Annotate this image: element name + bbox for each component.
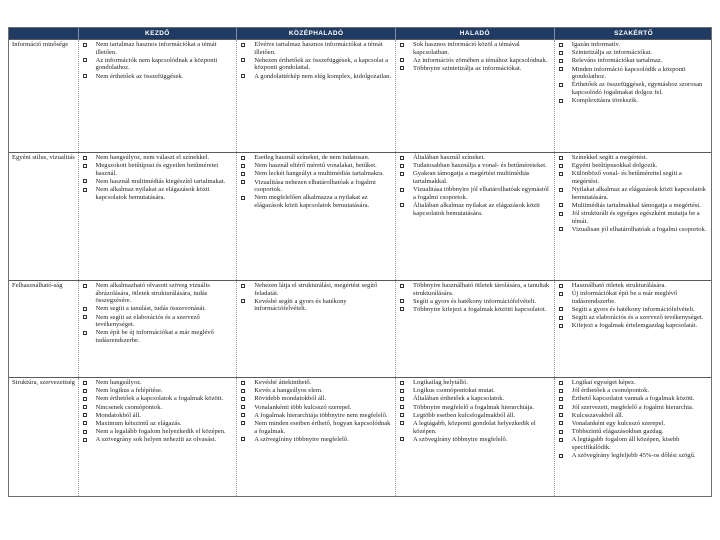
criterion-text: Többszintű elágazásokban gazdag.: [571, 428, 664, 436]
checkbox-bullet-icon: [400, 66, 404, 70]
criterion-text: Vizualitása többnyire jól elhatárolhatóak egymástól a fogalmi csoportok.: [413, 186, 549, 201]
criterion-item: [399, 436, 552, 444]
criterion-item: [240, 420, 393, 435]
criterion-item: [399, 379, 552, 387]
criterion-item: [558, 387, 711, 395]
criterion-label: Felhasználható-ság: [9, 281, 78, 378]
checkbox-bullet-icon: [241, 58, 245, 62]
criterion-text: Segíti a gyors és hatékony információfelvételt.: [571, 305, 695, 313]
header-corner: [9, 28, 78, 40]
checkbox-bullet-icon: [400, 156, 404, 160]
criterion-item: [399, 404, 552, 412]
criterion-cell-expert: [554, 153, 712, 281]
criterion-item: [82, 412, 235, 420]
criterion-item: [558, 436, 711, 451]
criterion-text: Az információs zömében a témához kapcsolódnak.: [413, 56, 548, 64]
criterion-text: Tudatosabban használja a vonal- és betűméreteket.: [413, 162, 547, 170]
criterion-cell-beginner: [78, 378, 237, 498]
rubric-table: [9, 28, 712, 497]
checkbox-bullet-icon: [241, 74, 245, 78]
checkbox-bullet-icon: [83, 43, 87, 47]
checkbox-bullet-icon: [400, 397, 404, 401]
criterion-text: Megszokott betűtípust és egyetlen betűméretet használ.: [95, 162, 219, 177]
criteria-list: [82, 379, 235, 444]
checkbox-bullet-icon: [241, 299, 245, 303]
criterion-item: [240, 379, 393, 387]
criterion-text: Logikailag helytálló.: [413, 379, 468, 386]
criterion-item: [558, 379, 711, 387]
checkbox-bullet-icon: [83, 156, 87, 160]
criterion-item: [240, 412, 393, 420]
checkbox-bullet-icon: [83, 381, 87, 385]
criterion-item: [558, 322, 711, 330]
checkbox-bullet-icon: [400, 389, 404, 393]
checkbox-bullet-icon: [559, 381, 563, 385]
criterion-item: [240, 194, 393, 209]
criterion-item: [82, 404, 235, 412]
criterion-text: Logikus csomópontokat mutat.: [413, 387, 495, 395]
criterion-text: Kevés a hangsúlyos elem.: [254, 387, 323, 395]
criterion-item: [558, 282, 711, 290]
criterion-item: [399, 202, 552, 217]
criterion-text: Színekkel segíti a megértést.: [571, 154, 648, 161]
criterion-text: A legtágabb fogalom áll középen, kisebb specifikálódik.: [571, 436, 680, 451]
checkbox-bullet-icon: [559, 67, 563, 71]
checkbox-bullet-icon: [559, 316, 563, 320]
checkbox-bullet-icon: [400, 172, 404, 176]
checkbox-bullet-icon: [241, 196, 245, 200]
checkbox-bullet-icon: [559, 227, 563, 231]
checkbox-bullet-icon: [559, 421, 563, 425]
checkbox-bullet-icon: [559, 51, 563, 55]
criterion-label: Információ minősége: [9, 40, 78, 153]
criterion-item: [240, 41, 393, 56]
criteria-list: [558, 379, 711, 460]
criterion-text: Nem a legalább fogalom helyezkedik el középen.: [95, 428, 226, 436]
criterion-label: Struktúra, szervezettség: [9, 378, 78, 498]
criterion-text: A szövegírány legfeljebb 45%-os dőlési szögű.: [571, 452, 696, 460]
criterion-item: [558, 154, 711, 162]
checkbox-bullet-icon: [83, 405, 87, 409]
criterion-text: Releváns információkat tartalmaz.: [571, 57, 663, 65]
criteria-list: [558, 154, 711, 234]
criterion-item: [240, 73, 393, 81]
checkbox-bullet-icon: [83, 284, 87, 288]
criterion-row: [9, 153, 712, 281]
checkbox-bullet-icon: [241, 421, 245, 425]
checkbox-bullet-icon: [559, 284, 563, 288]
criterion-text: Szintetizálja az információkat.: [571, 49, 653, 57]
criterion-text: Jól strukturált és egyéges egészként mutatja be a témát.: [571, 210, 700, 225]
checkbox-bullet-icon: [83, 389, 87, 393]
checkbox-bullet-icon: [400, 43, 404, 47]
criterion-item: [82, 305, 235, 313]
checkbox-bullet-icon: [241, 381, 245, 385]
criterion-item: [82, 436, 235, 444]
criterion-text: Nem logikus a felépítése.: [95, 387, 163, 395]
criterion-item: [240, 179, 393, 194]
criterion-item: [399, 420, 552, 435]
criterion-cell-expert: [554, 378, 712, 498]
checkbox-bullet-icon: [400, 307, 404, 311]
criterion-item: [558, 49, 711, 57]
criterion-text: Általában használ színeket.: [413, 154, 485, 161]
criterion-text: Vonalankénti több kulcsszó szerepel.: [254, 403, 352, 411]
criterion-item: [240, 154, 393, 162]
criterion-cell-advanced: [396, 281, 555, 378]
checkbox-bullet-icon: [83, 397, 87, 401]
criterion-text: Kulcsszavakból áll.: [571, 411, 624, 419]
checkbox-bullet-icon: [400, 405, 404, 409]
criterion-text: Legtöbb esetben kulcsfogalmakból áll.: [413, 411, 516, 419]
criteria-list: [399, 154, 552, 217]
criteria-list: [82, 154, 235, 201]
checkbox-bullet-icon: [559, 307, 563, 311]
checkbox-bullet-icon: [83, 74, 87, 78]
checkbox-bullet-icon: [559, 292, 563, 296]
checkbox-bullet-icon: [83, 421, 87, 425]
criterion-text: Rövidebb mondatokból áll.: [254, 395, 327, 403]
criterion-text: A legtágabb, központi gondolat helyezkedik el középen.: [413, 419, 536, 435]
criterion-item: [240, 282, 393, 297]
criterion-item: [558, 186, 711, 201]
criterion-item: [82, 154, 235, 162]
criterion-item: [558, 314, 711, 322]
criterion-text: Nem alkalmaz nyilakat az elágazások közti kapcsolatok bemutatására.: [95, 186, 210, 201]
criterion-text: Jól szervezett, megfelelő a fogalmi hierarchia.: [571, 403, 694, 411]
criteria-list: [558, 282, 711, 330]
criterion-text: Nem segíti az elaborációs és a szervező tevékenységet.: [95, 313, 200, 329]
criterion-item: [558, 66, 711, 81]
criterion-label: Egyéni stílus, vizualitás: [9, 153, 78, 281]
criterion-text: Segíti a gyors és hatékony információfelvételt.: [413, 297, 537, 305]
checkbox-bullet-icon: [241, 389, 245, 393]
checkbox-bullet-icon: [559, 397, 563, 401]
criterion-text: Új információkat épít be a már meglévő tudásrendszerbe.: [571, 290, 678, 305]
criterion-cell-expert: [554, 40, 712, 153]
criterion-item: [399, 306, 552, 314]
criterion-item: [399, 186, 552, 201]
criterion-item: [558, 404, 711, 412]
criterion-item: [558, 57, 711, 65]
checkbox-bullet-icon: [241, 413, 245, 417]
criterion-item: [399, 65, 552, 73]
criterion-cell-advanced: [396, 40, 555, 153]
criterion-item: [558, 202, 711, 210]
criterion-item: [558, 41, 711, 49]
checkbox-bullet-icon: [400, 188, 404, 192]
criterion-cell-beginner: [78, 40, 237, 153]
criterion-row: [9, 281, 712, 378]
checkbox-bullet-icon: [83, 315, 87, 319]
checkbox-bullet-icon: [559, 156, 563, 160]
checkbox-bullet-icon: [241, 405, 245, 409]
criterion-item: [82, 162, 235, 177]
criterion-item: [399, 162, 552, 170]
criterion-item: [558, 452, 711, 460]
criteria-list: [82, 282, 235, 345]
checkbox-bullet-icon: [83, 307, 87, 311]
criterion-cell-expert: [554, 281, 712, 378]
criterion-item: [82, 282, 235, 305]
criterion-text: Nem alkalmazható olvasott szöveg vizuális ábrázolására, ötletek strukturálására, tudás összegzésére.: [95, 282, 210, 305]
criterion-item: [399, 282, 552, 297]
criterion-text: Nem használ eltérő méretű vonalakat, betűket.: [254, 162, 377, 170]
checkbox-bullet-icon: [559, 405, 563, 409]
checkbox-bullet-icon: [83, 438, 87, 442]
checkbox-bullet-icon: [241, 437, 245, 441]
checkbox-bullet-icon: [83, 179, 87, 183]
checkbox-bullet-icon: [241, 180, 245, 184]
criterion-item: [558, 210, 711, 225]
criterion-item: [558, 395, 711, 403]
criterion-item: [558, 306, 711, 314]
checkbox-bullet-icon: [83, 413, 87, 417]
level-header-advanced: HALADÓ: [396, 28, 555, 40]
criteria-list: [240, 154, 393, 210]
criterion-text: Nincsenek csomópontok.: [95, 403, 163, 411]
criterion-item: [240, 170, 393, 178]
criteria-list: [399, 379, 552, 443]
checkbox-bullet-icon: [559, 172, 563, 176]
checkbox-bullet-icon: [400, 203, 404, 207]
criterion-text: Nem használ multimédiás kiegészítő tartalmakat.: [95, 177, 226, 185]
criterion-item: [558, 428, 711, 436]
criterion-cell-advanced: [396, 378, 555, 498]
checkbox-bullet-icon: [559, 438, 563, 442]
criterion-item: [399, 387, 552, 395]
checkbox-bullet-icon: [400, 284, 404, 288]
criteria-list: [240, 41, 393, 80]
criterion-item: [558, 170, 711, 185]
checkbox-bullet-icon: [400, 421, 404, 425]
rubric-table-container: [8, 27, 712, 497]
criterion-text: Érthető kapcsolatot vannak a fogalmak között.: [571, 395, 695, 403]
criterion-item: [558, 226, 711, 234]
criterion-item: [82, 41, 235, 56]
criterion-item: [558, 162, 711, 170]
criterion-text: Sok hasznos információ közöl a témával kapcsolatban.: [413, 41, 520, 56]
criterion-text: Nem segíti a tanulást, tudás összevonását.: [95, 305, 206, 313]
level-header-beginner: KEZDŐ: [78, 28, 237, 40]
criterion-item: [240, 404, 393, 412]
criteria-list: [240, 282, 393, 313]
checkbox-bullet-icon: [241, 164, 245, 168]
criteria-list: [558, 41, 711, 105]
criterion-item: [82, 428, 235, 436]
criterion-text: Logikai egységet képez.: [571, 379, 636, 386]
checkbox-bullet-icon: [559, 413, 563, 417]
criterion-text: Nem épít be új információkat a már meglévő tudásrendszerbe.: [95, 329, 214, 344]
criterion-item: [82, 57, 235, 72]
checkbox-bullet-icon: [241, 284, 245, 288]
criterion-text: A fogalmak hierarchiája többnyire nem megfelelő.: [254, 411, 388, 419]
criterion-text: Nem megfelelően alkalmazza a nyilakat az elágazások közti kapcsolatok bemutatására.: [254, 194, 370, 209]
criterion-text: Nem leckét hangsúlyt a multimédiás tartalmakra.: [254, 170, 384, 178]
criterion-row: [9, 40, 712, 153]
criterion-text: Nem érthetőek a kapcsolatok a fogalmak között.: [95, 395, 224, 403]
criterion-cell-beginner: [78, 281, 237, 378]
criterion-text: Esetleg használ színeket, de nem tudatosan.: [254, 154, 370, 161]
criterion-text: Igazán informatív.: [571, 41, 621, 48]
criterion-item: [399, 154, 552, 162]
criterion-item: [558, 81, 711, 96]
criterion-text: Maximum kétszintű az elágazás.: [95, 419, 182, 427]
criterion-text: Nem tartalmaz hasznos információkat a témát illetően.: [95, 41, 217, 56]
criterion-cell-intermediate: [237, 281, 396, 378]
criterion-item: [82, 329, 235, 344]
criterion-text: Kevésbé segíti a gyors és hatékony információfelvételt.: [254, 297, 347, 313]
criterion-text: Általában érthetőek a kapcsolatok.: [413, 395, 505, 403]
level-header-expert: SZAKÉRTŐ: [554, 28, 712, 40]
criterion-cell-beginner: [78, 153, 237, 281]
checkbox-bullet-icon: [83, 331, 87, 335]
criterion-text: Vizualitása nehezen elhatárolhatóak a fogalmi csoportok.: [254, 178, 376, 194]
criterion-item: [240, 395, 393, 403]
criterion-text: Használható ötletek strukturálására.: [571, 282, 667, 289]
criteria-list: [399, 41, 552, 73]
checkbox-bullet-icon: [559, 99, 563, 103]
criterion-item: [240, 436, 393, 444]
criterion-item: [399, 57, 552, 65]
criterion-item: [399, 298, 552, 306]
criterion-text: Nehezen látja el strukturálási, megértést segítő feladatát.: [254, 282, 378, 297]
criterion-item: [82, 379, 235, 387]
criterion-item: [399, 395, 552, 403]
criterion-text: Gyakran támogatja a megértést multimédiás tartalmakkal.: [413, 170, 530, 185]
criterion-text: Kifejezi a fogalmak értelemgazdag kapcsolatát.: [571, 322, 698, 330]
checkbox-bullet-icon: [400, 164, 404, 168]
criterion-text: Kevésbé áttekinthető.: [254, 379, 312, 386]
checkbox-bullet-icon: [559, 212, 563, 216]
checkbox-bullet-icon: [559, 324, 563, 328]
criterion-text: Jól érthetőek a csomópontok.: [571, 387, 650, 395]
criterion-item: [399, 41, 552, 56]
criterion-item: [82, 314, 235, 329]
criterion-item: [82, 387, 235, 395]
criterion-text: Egyéni betűtípusokkal dolgozik.: [571, 162, 658, 170]
checkbox-bullet-icon: [559, 454, 563, 458]
criterion-cell-intermediate: [237, 40, 396, 153]
criterion-text: Segíti az elaborációs és a szervező tevékenységet.: [571, 314, 704, 322]
criterion-cell-advanced: [396, 153, 555, 281]
criterion-row: [9, 378, 712, 498]
criterion-text: A szövegírány többnyire megfelelő.: [254, 435, 349, 443]
criterion-item: [82, 186, 235, 201]
criterion-text: Vizualisan jól elhatárolhatóak a fogalmi csoportok.: [571, 225, 707, 233]
checkbox-bullet-icon: [83, 164, 87, 168]
criterion-item: [240, 162, 393, 170]
criterion-item: [399, 412, 552, 420]
criterion-text: Többnyire kifejezi a fogalmak közötti kapcsolatot.: [413, 305, 547, 313]
checkbox-bullet-icon: [559, 43, 563, 47]
criterion-text: Elvétve tartalmaz hasznos információkat a témát illetően.: [254, 41, 383, 56]
criterion-text: Az információk nem kapcsolódnak a központi gondolathoz.: [95, 56, 218, 72]
checkbox-bullet-icon: [83, 430, 87, 434]
criterion-cell-intermediate: [237, 153, 396, 281]
checkbox-bullet-icon: [559, 188, 563, 192]
checkbox-bullet-icon: [559, 59, 563, 63]
header-row: [9, 28, 712, 40]
checkbox-bullet-icon: [559, 164, 563, 168]
checkbox-bullet-icon: [400, 413, 404, 417]
criterion-cell-intermediate: [237, 378, 396, 498]
checkbox-bullet-icon: [559, 83, 563, 87]
criterion-item: [82, 178, 235, 186]
criteria-list: [399, 282, 552, 314]
checkbox-bullet-icon: [559, 389, 563, 393]
criterion-text: Többnyire szintetizálja az információkat.: [413, 64, 522, 72]
criterion-item: [558, 97, 711, 105]
checkbox-bullet-icon: [241, 397, 245, 401]
checkbox-bullet-icon: [559, 203, 563, 207]
criterion-item: [558, 412, 711, 420]
checkbox-bullet-icon: [559, 430, 563, 434]
criterion-text: A szövegírány többnyire megfelelő.: [413, 435, 508, 443]
checkbox-bullet-icon: [241, 43, 245, 47]
criterion-item: [82, 420, 235, 428]
criterion-item: [558, 290, 711, 305]
checkbox-bullet-icon: [241, 172, 245, 176]
criterion-item: [558, 420, 711, 428]
criterion-text: Vonalanként egy kulcsszó szerepel.: [571, 419, 666, 427]
criterion-text: Komplexitásra törekszik.: [571, 97, 639, 105]
criterion-text: Többnyire megfelelő a fogalmak hierarchiája.: [413, 403, 535, 411]
checkbox-bullet-icon: [83, 58, 87, 62]
criterion-item: [240, 387, 393, 395]
criterion-text: Általában alkalmaz nyilakat az elágazások közti kapcsolatok bemutatására.: [413, 201, 540, 217]
criterion-text: Nem hangsúlyoz, nem választ el színekkel.: [95, 154, 210, 161]
criterion-item: [82, 395, 235, 403]
criterion-text: Minden információ kapcsolódik a központi gondolathoz.: [571, 65, 686, 81]
checkbox-bullet-icon: [400, 437, 404, 441]
criterion-item: [240, 57, 393, 72]
criterion-item: [399, 170, 552, 185]
criteria-list: [82, 41, 235, 80]
checkbox-bullet-icon: [83, 188, 87, 192]
criterion-text: A szövegrány sok helyen nehezíti az olvasást.: [95, 436, 217, 444]
criterion-text: Érthetőek az összefüggések, egymáshoz szorosan kapcsolódó fogalmakat dolgoz fel.: [571, 81, 703, 96]
criterion-item: [240, 298, 393, 313]
criterion-text: Többnyire használható ötletek tárolására, a tanultak strukturálására.: [413, 282, 550, 297]
level-header-intermediate: KÖZÉPHALADÓ: [237, 28, 396, 40]
criterion-text: Különböző vonal- és betűmérettel segíti a megértést.: [571, 170, 682, 185]
criterion-text: Nem minden esetben érthető, hogyan kapcsolódnak a fogalmak.: [254, 419, 391, 435]
criterion-text: Nem érthetőek az összefüggések.: [95, 72, 184, 80]
criterion-item: [82, 73, 235, 81]
criterion-text: A gondolattérkép nem elég komplex, kidolgozatlan.: [254, 72, 392, 80]
criterion-text: Nyilakat alkalmaz az elágazások közti kapcsolatok bemutatására.: [571, 186, 706, 201]
checkbox-bullet-icon: [400, 381, 404, 385]
criteria-list: [240, 379, 393, 443]
checkbox-bullet-icon: [400, 58, 404, 62]
criterion-text: Nehezen érthetőek az összefüggések, a kapcsolat a központi gondolattal.: [254, 56, 389, 72]
checkbox-bullet-icon: [400, 299, 404, 303]
checkbox-bullet-icon: [241, 156, 245, 160]
criterion-text: Nem hangsúlyoz.: [95, 379, 142, 386]
criterion-text: Multimédiás tartalmakkal támogatja a megértést.: [571, 201, 701, 209]
criterion-text: Mondatokból áll.: [95, 411, 141, 419]
